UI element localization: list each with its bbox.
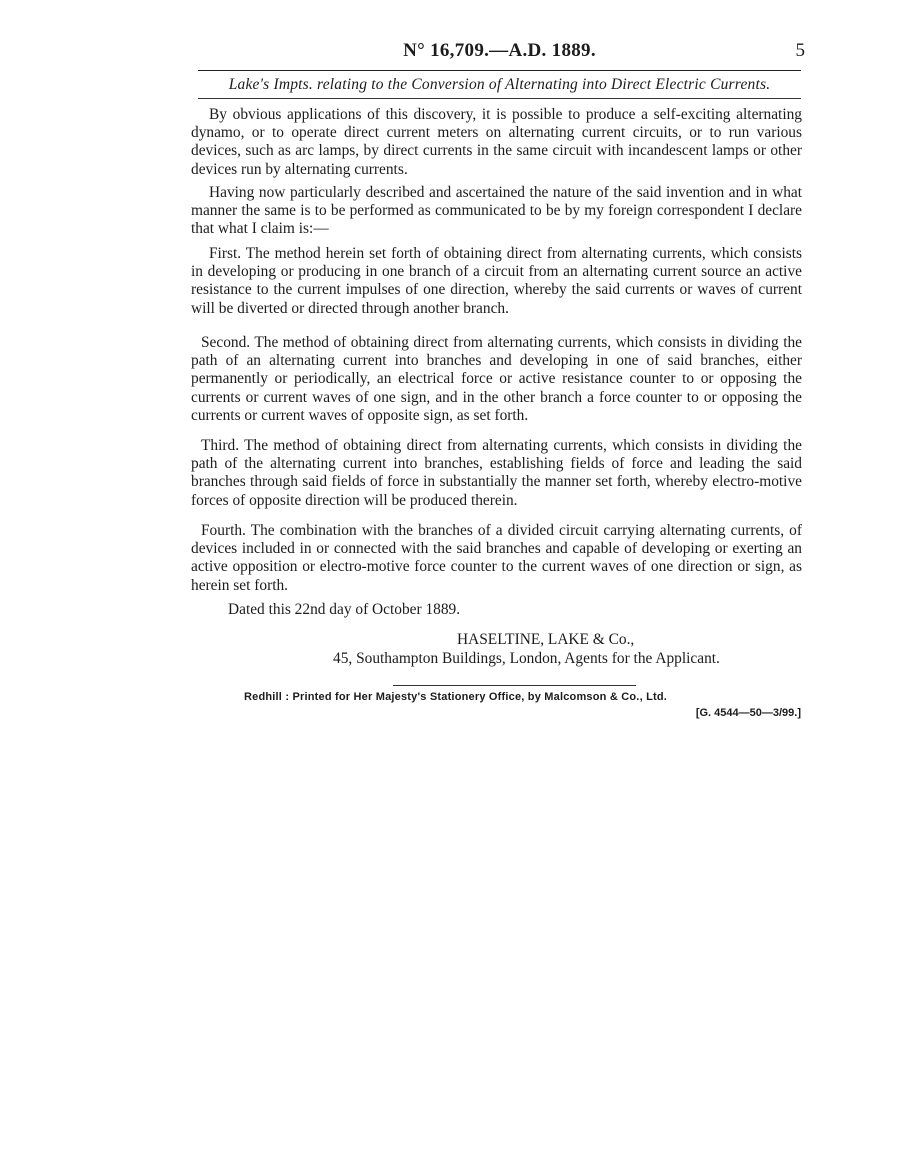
claim-second: Second. The method of obtaining direct from alternating currents, which consists in dividing the path of an alternating current into branches and developing in one of said branches, either permanently or periodically, an electrical force or active resistance counter to or opposing the currents or current waves of one sign, and in the other branch a force counter to or opposing the currents or current waves of opposite sign, as set forth.: [191, 334, 802, 424]
claim-third: Third. The method of obtaining direct from alternating currents, which consists in dividing the path of the alternating current into branches, establishing fields of force and leading the said branches through said fields of force in substantially the manner set forth, whereby electro-motive forces of opposite direction will be produced therein.: [191, 437, 802, 509]
claim-fourth: Fourth. The combination with the branches of a divided circuit carrying alternating currents, of devices included in or connected with the said branches and capable of developing or exerting an active opposition or electro-motive force counter to the current waves of one direction or sign, as herein set forth.: [191, 522, 802, 594]
running-title: Lake's Impts. relating to the Conversion of Alternating into Direct Electric Currents.: [228, 76, 771, 93]
agent-address: 45, Southampton Buildings, London, Agents for the Applicant.: [333, 650, 720, 667]
dated-line: Dated this 22nd day of October 1889.: [228, 601, 461, 618]
imprint-rule: [393, 685, 636, 686]
page-number: 5: [795, 40, 805, 61]
claim-first: First. The method herein set forth of obtaining direct from alternating currents, which consists in developing or producing in one branch of a circuit from an alternating current source an active resistance to the current impulses of one direction, whereby the said currents or waves of current will be diverted or directed through another branch.: [191, 245, 802, 317]
page-header: [198, 40, 805, 64]
patent-number-heading: N° 16,709.—A.D. 1889.: [403, 40, 596, 61]
print-code: [G. 4544—50—3/99.]: [695, 707, 801, 719]
agent-name: HASELTINE, LAKE & Co.,: [457, 631, 635, 648]
printer-imprint: Redhill : Printed for Her Majesty's Stationery Office, by Malcomson & Co., Ltd.: [244, 691, 668, 703]
title-rule: [198, 98, 801, 99]
header-rule: [198, 70, 801, 71]
paragraph-discovery-applications: By obvious applications of this discovery, it is possible to produce a self-exciting alternating dynamo, or to operate direct current meters on alternating current circuits, or to run various devices, such as arc lamps, by direct currents in the same circuit with incandescent lamps or other devices run by alternating currents.: [191, 106, 802, 178]
paragraph-declaration: Having now particularly described and ascertained the nature of the said invention and in what manner the same is to be performed as communicated to be by my foreign correspondent I declare that what I claim is:—: [191, 184, 802, 238]
